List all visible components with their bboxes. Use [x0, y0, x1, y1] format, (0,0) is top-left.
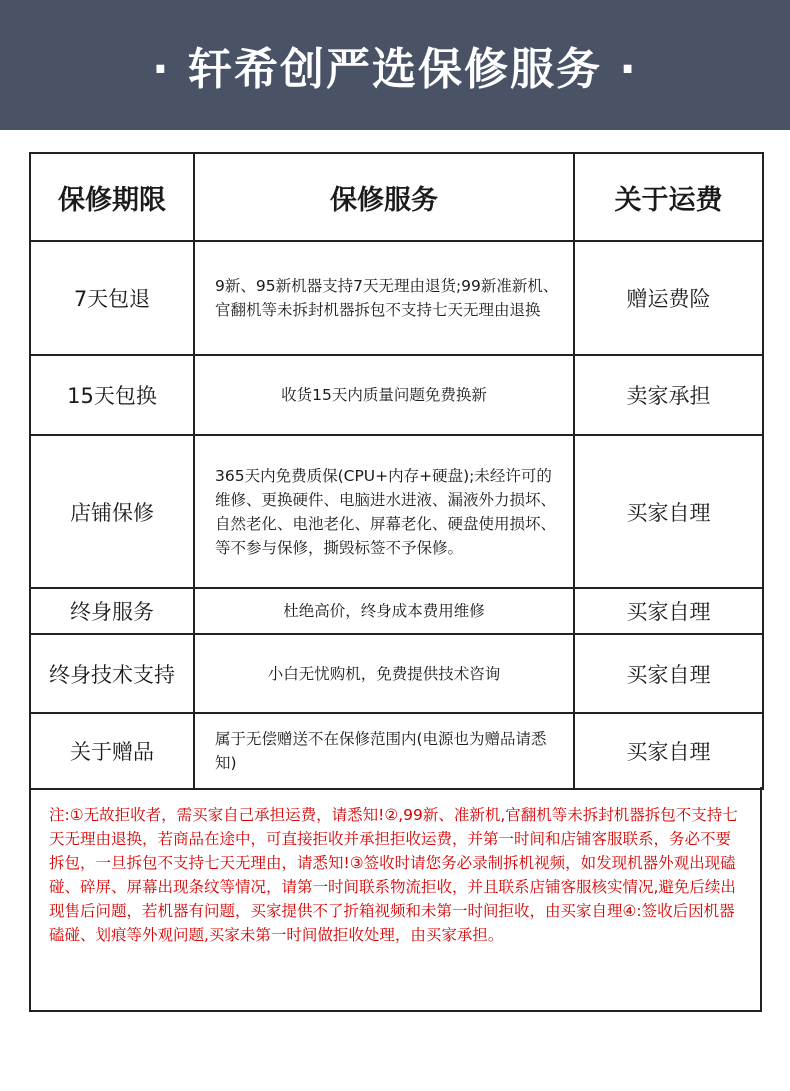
row-desc-text: 属于无偿赠送不在保修范围内(电源也为赠品请悉知) — [215, 730, 547, 772]
row-desc-text: 杜绝高价，终身成本费用维修 — [283, 602, 485, 620]
row-desc — [194, 435, 574, 588]
table-row — [30, 634, 763, 713]
table-header-row — [30, 153, 763, 241]
row-fee: 买家自理 — [574, 713, 763, 789]
notes-box — [29, 787, 762, 1012]
header-banner — [0, 0, 790, 130]
warranty-service-table — [29, 152, 764, 790]
notes-text: 注:①无故拒收者，需买家自己承担运费，请悉知!②,99新、准新机,官翻机等未拆封机器拆包不支持七天无理由退换，若商品在途中，可直接拒收并承担拒收运费，并第一时间和店铺客服联系，务必不要拆包，一旦拆包不支持七天无理由，请悉知!③签收时请您务必录制拆机视频，如发现机器外观出现磕碰、碎屏、屏幕出现条纹等情况，请第一时间联系物流拒收，并且联系店铺客服核实情况,避免后续出现售后问题，若机器有问题，买家提供不了折箱视频和未第一时间拒收，由买家自理④:签收后因机器磕碰、划痕等外观问题,买家未第一时间做拒收处理，由买家承担。 — [49, 806, 738, 944]
row-desc — [194, 241, 574, 355]
row-name: 店铺保修 — [30, 435, 194, 588]
table-row — [30, 355, 763, 435]
header-shipping-fee: 关于运费 — [574, 153, 763, 241]
header-warranty-service: 保修服务 — [194, 153, 574, 241]
row-desc-text: 收货15天内质量问题免费换新 — [281, 386, 487, 404]
service-table-container — [29, 152, 762, 790]
row-desc-text: 365天内免费质保(CPU+内存+硬盘);未经许可的维修、更换硬件、电脑进水进液、漏液外力损坏、自然老化、电池老化、屏幕老化、硬盘使用损坏、等不参与保修，撕毁标签不予保修。 — [215, 466, 557, 557]
table-row — [30, 588, 763, 634]
table-row — [30, 713, 763, 789]
row-name: 终身技术支持 — [30, 634, 194, 713]
row-fee: 买家自理 — [574, 634, 763, 713]
table-row — [30, 241, 763, 355]
row-fee: 买家自理 — [574, 588, 763, 634]
row-fee: 买家自理 — [574, 435, 763, 588]
header-warranty-period: 保修期限 — [30, 153, 194, 241]
row-desc-text: 小白无忧购机，免费提供技术咨询 — [267, 664, 501, 683]
row-name: 关于赠品 — [30, 713, 194, 789]
row-desc-text: 9新、95新机器支持7天无理由退货;99新准新机、官翻机等未拆封机器拆包不支持七天无理由退换 — [215, 277, 559, 319]
row-desc — [194, 588, 574, 634]
table-row — [30, 435, 763, 588]
row-desc — [194, 634, 574, 713]
row-fee: 卖家承担 — [574, 355, 763, 435]
row-name: 7天包退 — [30, 241, 194, 355]
row-name: 终身服务 — [30, 588, 194, 634]
row-desc — [194, 355, 574, 435]
page-title: · 轩希创严选保修服务 · — [151, 44, 639, 95]
row-fee: 赠运费险 — [574, 241, 763, 355]
row-name: 15天包换 — [30, 355, 194, 435]
row-desc — [194, 713, 574, 789]
